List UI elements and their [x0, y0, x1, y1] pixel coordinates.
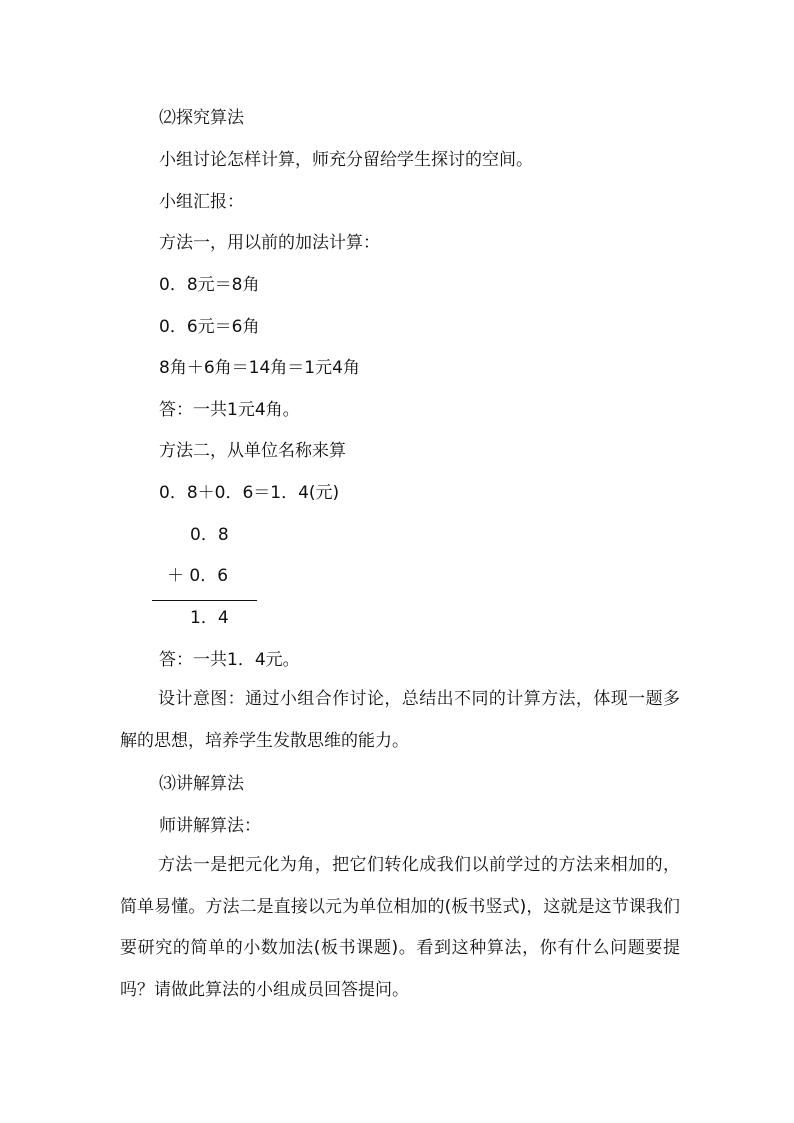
teacher-intro-line: 师讲解算法：	[159, 816, 261, 836]
vertical-calc-result: 1．4	[190, 608, 229, 628]
method-two-equation: 0．8＋0．6＝1．4(元)	[159, 483, 340, 503]
teacher-explanation-paragraph: 方法一是把元化为角，把它们转化成我们以前学过的方法来相加的，简单易懂。方法二是直接以元为单位相加的(板书竖式)，这就是这节课我们要研究的简单的小数加法(板书课题)。看到这种算法，你有什么问题要提吗？请做此算法的小组成员回答提问。	[120, 855, 680, 1001]
vertical-calc-top: 0．8	[190, 525, 229, 545]
method-two-title: 方法二，从单位名称来算	[159, 441, 346, 461]
vertical-calc-addend: ＋ 0．6	[167, 566, 229, 586]
method-one-answer: 答：一共1元4角。	[159, 400, 300, 420]
method-one-step-2: 0．6元＝6角	[159, 317, 260, 337]
design-intent-paragraph: 设计意图：通过小组合作讨论，总结出不同的计算方法，体现一题多解的思想，培养学生发散思维的能力。	[120, 689, 680, 751]
method-one-title: 方法一，用以前的加法计算：	[159, 233, 380, 253]
group-report-line: 小组汇报：	[159, 192, 244, 212]
method-two-answer: 答：一共1．4元。	[159, 650, 300, 670]
method-one-step-1: 0．8元＝8角	[159, 275, 260, 295]
vertical-calc-rule	[152, 600, 257, 601]
group-discussion-line: 小组讨论怎样计算，师充分留给学生探讨的空间。	[159, 150, 533, 170]
section-2-heading: ⑵探究算法	[159, 108, 244, 128]
method-one-step-3: 8角＋6角＝14角＝1元4角	[159, 358, 360, 378]
section-3-heading: ⑶讲解算法	[159, 774, 244, 794]
